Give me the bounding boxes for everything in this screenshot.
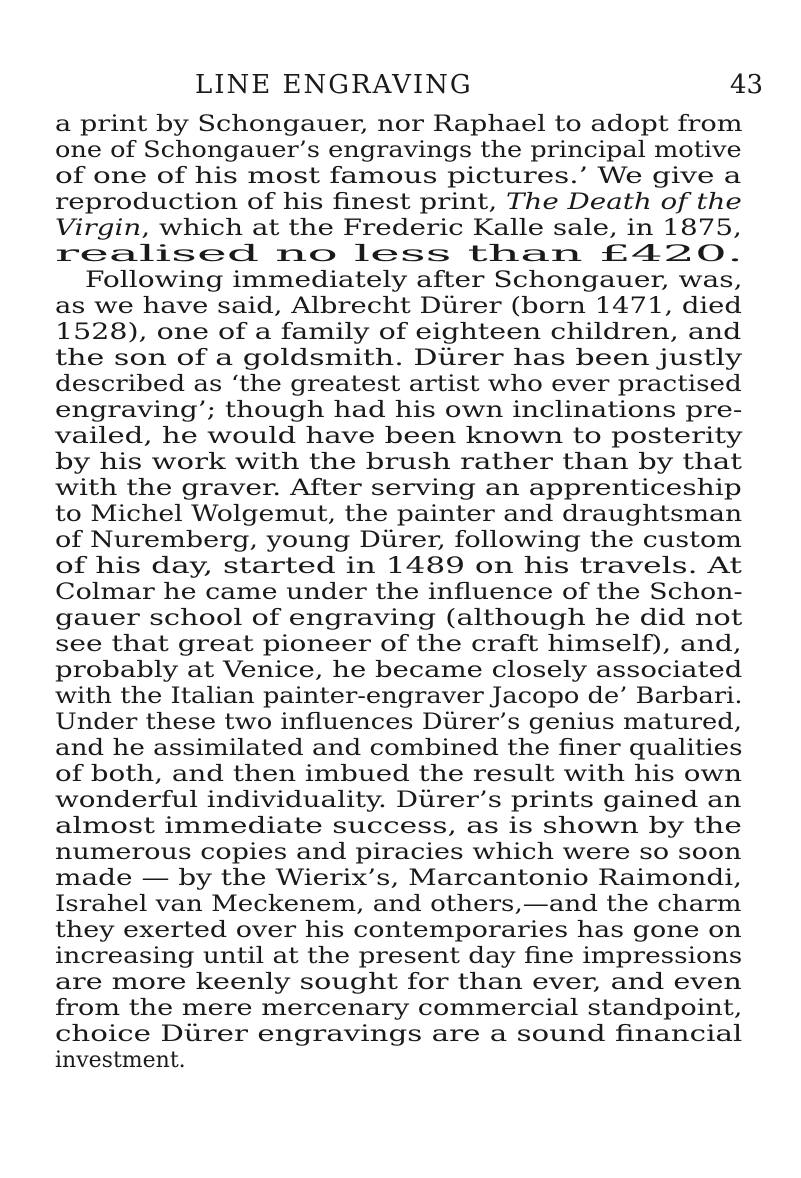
text-line-content: investment.: [55, 1048, 186, 1073]
text-line-content: wonderful individuality. Dürer’s prints gained an: [55, 788, 742, 813]
text-line: [55, 944, 742, 970]
text-line: [55, 788, 742, 814]
text-line: [55, 866, 742, 892]
text-line-content: gauer school of engraving (although he did not: [55, 606, 743, 631]
text-line: [55, 892, 742, 918]
text-line: [55, 242, 743, 268]
text-line: [55, 710, 742, 736]
text-line-content: reproduction of his finest print,: [55, 190, 506, 215]
text-line: [55, 424, 742, 450]
text-line: [55, 138, 742, 164]
text-line-content: Following immediately after Schongauer, was,: [85, 268, 743, 293]
text-line: [55, 996, 742, 1022]
text-line: [55, 814, 742, 840]
text-line-content: by his work with the brush rather than by that: [55, 450, 742, 475]
text-line-content: as we have said, Albrecht Dürer (born 1471, died: [55, 294, 742, 319]
text-line-content: are more keenly sought for than ever, and even: [55, 970, 742, 995]
text-line: [55, 632, 742, 658]
text-line: [55, 372, 742, 398]
text-line-content: numerous copies and piracies which were so soon: [55, 840, 742, 865]
text-line: [55, 294, 742, 320]
text-line-content: of one of his most famous pictures.’ We give a: [55, 164, 742, 189]
text-line: [55, 840, 741, 866]
text-line: [55, 502, 742, 528]
text-line: [55, 684, 743, 710]
text-line-content: one of Schongauer’s engravings the principal motive: [55, 138, 742, 163]
page-number: 43: [730, 70, 764, 100]
text-line: [55, 398, 742, 424]
text-line-content: realised no less than £420.: [55, 242, 743, 267]
text-line-content: vailed, he would have been known to posterity: [55, 424, 743, 449]
text-line: [55, 476, 742, 502]
text-line: [55, 736, 743, 762]
text-line-content: of Nuremberg, young Dürer, following the custom: [55, 528, 742, 553]
text-line-content: made — by the Wierix’s, Marcantonio Raimondi,: [55, 866, 743, 891]
text-line-content: and he assimilated and combined the finer qualities: [55, 736, 743, 761]
text-line-content: increasing until at the present day fine impressions: [55, 944, 743, 969]
text-line: [55, 580, 743, 606]
text-line: [55, 554, 742, 580]
running-head: LINE ENGRAVING: [195, 70, 473, 100]
text-line: [55, 918, 742, 944]
text-line-content: with the graver. After serving an apprenticeship: [55, 476, 742, 501]
text-line: [55, 658, 742, 684]
text-line: [55, 216, 742, 242]
italic-title: The Death of the: [505, 190, 742, 215]
text-line: [85, 268, 743, 294]
text-line-content: almost immediate success, as is shown by the: [55, 814, 742, 839]
text-line-content: 1528), one of a family of eighteen children, and: [55, 320, 742, 345]
text-line-content: of both, and then imbued the result with his own: [55, 762, 743, 787]
text-line-content: a print by Schongauer, nor Raphael to adopt from: [55, 112, 743, 137]
text-line-content: Israhel van Meckenem, and others,—and the charm: [55, 892, 742, 917]
text-line-content: the son of a goldsmith. Dürer has been justly: [55, 346, 743, 371]
text-line: [55, 970, 742, 996]
text-line-content: from the mere mercenary commercial standpoint,: [55, 996, 743, 1021]
text-line-content: to Michel Wolgemut, the painter and draughtsman: [55, 502, 743, 527]
text-line: [55, 1048, 186, 1074]
text-line-content: see that great pioneer of the craft himself), and,: [55, 632, 742, 657]
text-line: [55, 346, 742, 372]
text-line-content: of his day, started in 1489 on his travels. At: [55, 554, 742, 579]
text-line-content: Colmar he came under the influence of the Schon-: [55, 580, 743, 605]
text-line: [55, 762, 742, 788]
text-line: [55, 320, 741, 346]
text-line-content: choice Dürer engravings are a sound financial: [55, 1022, 743, 1047]
text-line-content: probably at Venice, he became closely associated: [55, 658, 743, 683]
text-line-content: engraving’; though had his own inclinations pre-: [55, 398, 743, 423]
text-line: [55, 1022, 742, 1048]
text-line-content: , which at the Frederic Kalle sale, in 1875,: [141, 216, 742, 241]
text-line: [55, 164, 741, 190]
text-line-content: they exerted over his contemporaries has gone on: [55, 918, 742, 943]
text-line-content: Under these two influences Dürer’s genius matured,: [55, 710, 742, 735]
text-line: [55, 190, 742, 216]
text-line: [55, 450, 742, 476]
text-line-content: with the Italian painter-engraver Jacopo de’ Barbari.: [55, 684, 743, 709]
text-line: [55, 606, 742, 632]
text-line-content: described as ‘the greatest artist who ever practised: [55, 372, 742, 397]
italic-title-end: Virgin: [55, 216, 142, 241]
text-line: [55, 112, 743, 138]
text-line: [55, 528, 742, 554]
